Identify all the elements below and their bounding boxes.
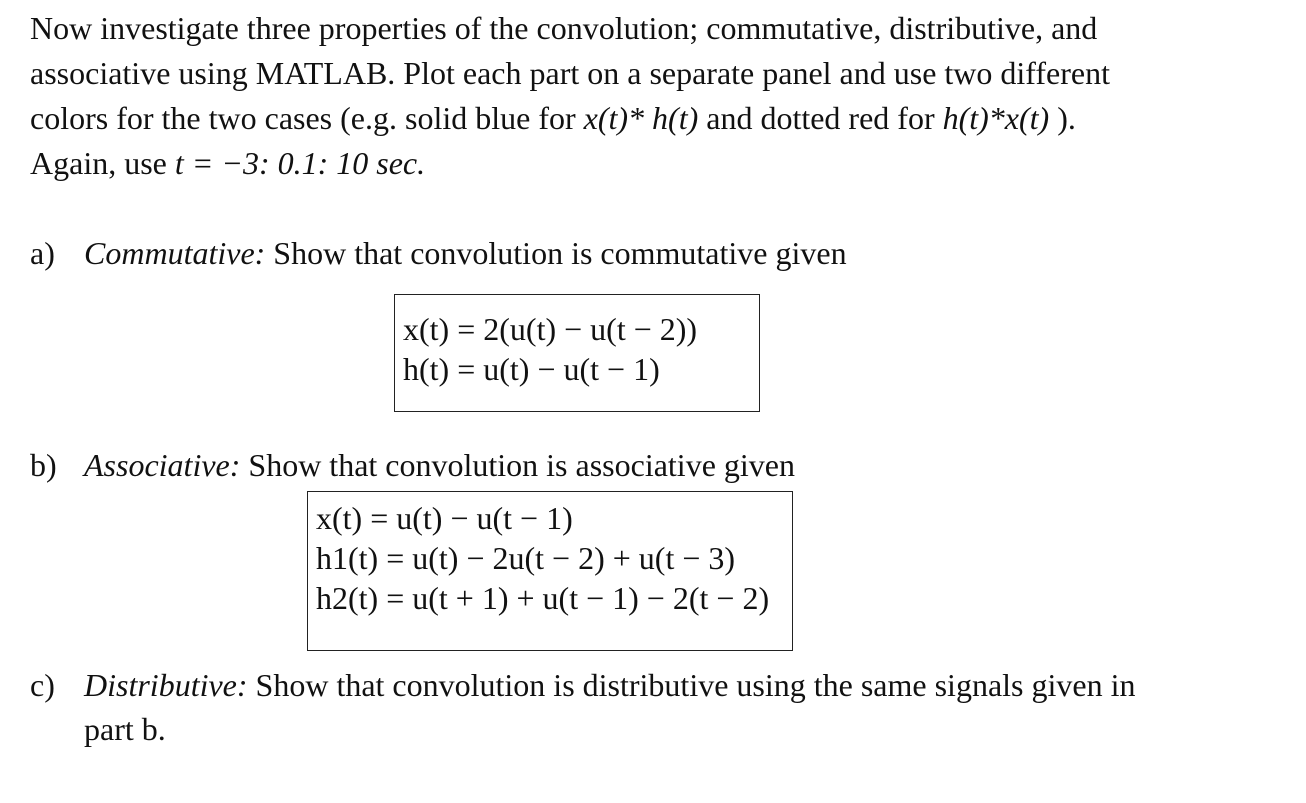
- intro-line-3-end: ).: [1049, 100, 1076, 136]
- part-b-equation-box: [307, 491, 793, 651]
- intro-line-4-text: Again, use: [30, 145, 175, 181]
- intro-line-4: [30, 141, 1290, 186]
- equation-h1: h1(t) = u(t) − 2u(t − 2) + u(t − 3): [316, 540, 736, 576]
- part-a-marker: a): [30, 235, 55, 271]
- part-a-term: Commutative:: [84, 235, 266, 271]
- intro-line-3: [30, 96, 1290, 141]
- part-c-text: Show that convolution is distributive using the same signals given in: [247, 667, 1136, 703]
- intro-paragraph: [30, 6, 1290, 186]
- equation-h2: h2(t) = u(t + 1) + u(t − 1) − 2(t − 2): [316, 580, 770, 616]
- part-c-heading: [30, 664, 1135, 706]
- equation-x: x(t) = u(t) − u(t − 1): [316, 500, 573, 536]
- equation-h: h(t) = u(t) − u(t − 1): [403, 351, 660, 387]
- intro-line-3-text: colors for the two cases (e.g. solid blue for: [30, 100, 584, 136]
- part-c-marker: c): [30, 667, 55, 703]
- intro-line-1: Now investigate three properties of the convolution; commutative, distributive, and: [30, 10, 1098, 46]
- part-a-heading: [30, 232, 847, 274]
- part-c-term: Distributive:: [84, 667, 248, 703]
- math-x-conv-h: x(t)* h(t): [583, 100, 699, 136]
- intro-line-3-mid: and dotted red for: [698, 100, 943, 136]
- intro-line-2: associative using MATLAB. Plot each part on a separate panel and use two different: [30, 55, 1110, 91]
- equation-x: x(t) = 2(u(t) − u(t − 2)): [403, 311, 698, 347]
- part-a-text: Show that convolution is commutative given: [265, 235, 847, 271]
- math-h-conv-x: h(t)*x(t): [942, 100, 1050, 136]
- part-b-marker: b): [30, 447, 57, 483]
- part-b-heading: [30, 444, 795, 486]
- part-b-text: Show that convolution is associative given: [240, 447, 795, 483]
- part-a-equation-box: [394, 294, 760, 412]
- part-c-continuation: part b.: [84, 711, 166, 747]
- part-b-term: Associative:: [84, 447, 241, 483]
- math-time-range: t = −3: 0.1: 10 sec.: [174, 145, 426, 181]
